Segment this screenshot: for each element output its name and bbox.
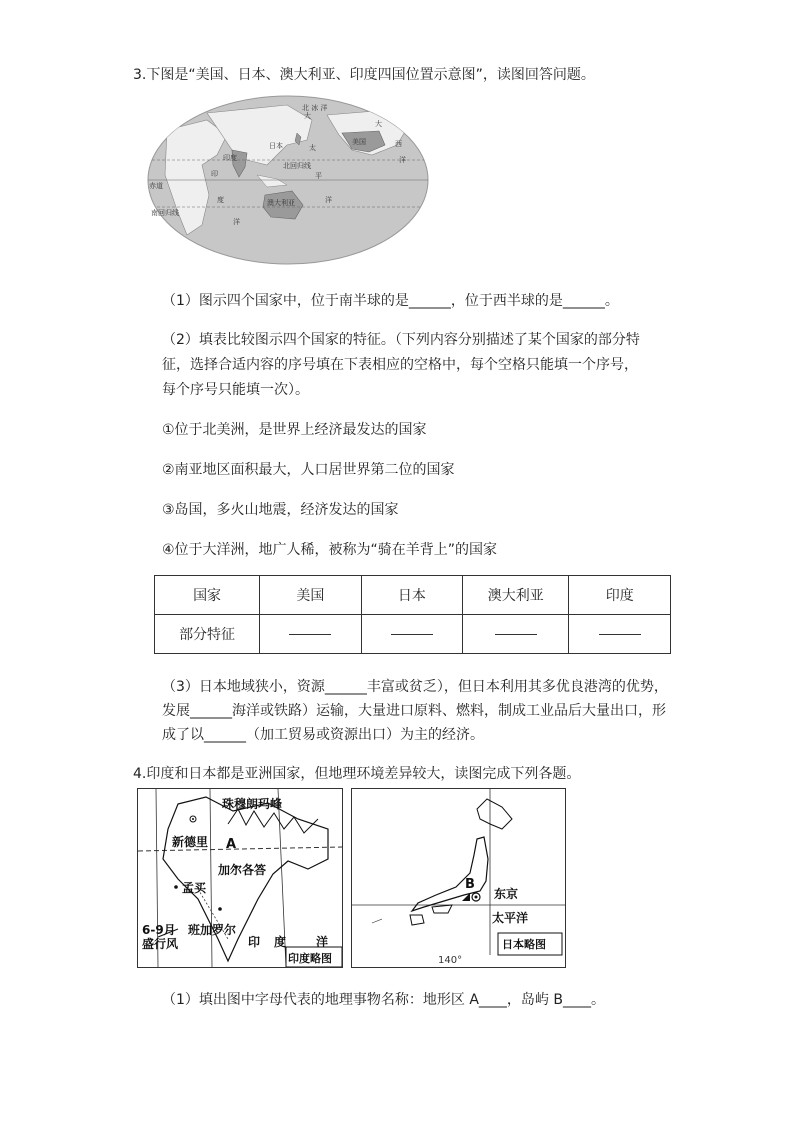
q3-title: 3.下图是“美国、日本、澳大利亚、印度四国位置示意图”，读图回答问题。	[133, 67, 595, 83]
label-pacific: 太平洋	[492, 911, 529, 925]
label-australia: 澳大利亚	[267, 199, 295, 207]
world-map-graphic	[147, 95, 429, 265]
q3-sub3-line2: 发展______海洋或铁路）运输，大量进口原料、燃料，制成工业品后大量出口，形	[162, 703, 666, 719]
label-mumbai: 孟买	[182, 881, 207, 895]
label-atlantic-da: 大	[375, 120, 382, 128]
label-pacific-tai: 太	[309, 144, 316, 152]
label-ocean-du: 度	[274, 935, 287, 949]
q3-sub2: （2）填表比较图示四个国家的特征。（下列内容分别描述了某个国家的部分特征，选择合适内容的序号填在下表相应的空格中，每个空格只能填一个序号，每个序号只能填一次）。	[162, 332, 640, 398]
label-kolkata: 加尔各答	[218, 863, 267, 877]
answer-blank-japan[interactable]	[361, 615, 463, 654]
label-indian-yin: 印	[211, 170, 218, 178]
label-pacific-da: 大	[304, 112, 311, 120]
q3-sub1: （1）图示四个国家中，位于南半球的是______，位于西半球的是______。	[162, 293, 619, 309]
label-atlantic-yang: 洋	[399, 156, 406, 164]
label-point-b: B	[465, 877, 475, 892]
feature-table	[154, 575, 671, 654]
label-tropic-south: 南回归线	[151, 209, 179, 217]
label-monsoon-months: 6-9月	[142, 923, 176, 937]
q4-sub1: （1）填出图中字母代表的地理事物名称：地形区 A____，岛屿 B____。	[162, 992, 605, 1008]
q4-title: 4.印度和日本都是亚洲国家，但地理环境差异较大，读图完成下列各题。	[133, 766, 581, 782]
table-row-label: 部分特征	[155, 615, 260, 654]
table-header-row	[155, 576, 671, 615]
label-atlantic-xi: 西	[395, 140, 402, 148]
label-tokyo: 东京	[494, 887, 519, 901]
table-row	[155, 615, 671, 654]
answer-blank-usa[interactable]	[260, 615, 362, 654]
label-point-a: A	[226, 837, 237, 852]
japan-map	[351, 788, 566, 968]
india-map	[137, 788, 343, 968]
label-pacific-ping: 平	[315, 172, 322, 180]
label-tropic-north: 北回归线	[283, 162, 311, 170]
q3-option-3: ③岛国，多火山地震，经济发达的国家	[162, 502, 399, 518]
label-monsoon-wind: 盛行风	[142, 937, 179, 951]
q3-option-2: ②南亚地区面积最大，人口居世界第二位的国家	[162, 462, 455, 478]
label-everest: 珠穆朗玛峰	[222, 797, 283, 811]
q3-option-1: ①位于北美洲，是世界上经济最发达的国家	[162, 422, 427, 438]
table-header-cell: 澳大利亚	[463, 576, 569, 615]
q3-sub3-line1: （3）日本地域狭小，资源______丰富或贫乏），但日本利用其多优良港湾的优势，	[162, 679, 668, 695]
label-india: 印度	[223, 154, 237, 162]
label-pacific-yang: 洋	[325, 196, 332, 204]
label-indian-du: 度	[217, 196, 224, 204]
india-map-caption: 印度略图	[288, 952, 332, 965]
label-usa: 美国	[352, 138, 366, 146]
label-new-delhi: 新德里	[172, 835, 209, 849]
label-equator: 赤道	[149, 182, 163, 190]
q3-option-4: ④位于大洋洲，地广人稀，被称为“骑在羊背上”的国家	[162, 542, 498, 558]
label-bangalore: 班加罗尔	[188, 923, 237, 937]
q3-sub3-line3: 成了以______（加工贸易或资源出口）为主的经济。	[162, 727, 484, 743]
label-ocean-yang: 洋	[316, 935, 329, 949]
label-indian-yang: 洋	[233, 218, 240, 226]
label-ocean-yin: 印	[248, 935, 261, 949]
label-arctic: 北 冰 洋	[302, 104, 328, 112]
label-longitude-140: 140°	[438, 955, 463, 966]
table-header-cell: 美国	[260, 576, 362, 615]
table-header-cell: 印度	[569, 576, 671, 615]
table-header-cell: 日本	[361, 576, 463, 615]
answer-blank-india[interactable]	[569, 615, 671, 654]
table-header-cell: 国家	[155, 576, 260, 615]
label-japan: 日本	[269, 142, 283, 150]
answer-blank-australia[interactable]	[463, 615, 569, 654]
world-map	[147, 95, 429, 265]
japan-map-caption: 日本略图	[502, 938, 546, 951]
